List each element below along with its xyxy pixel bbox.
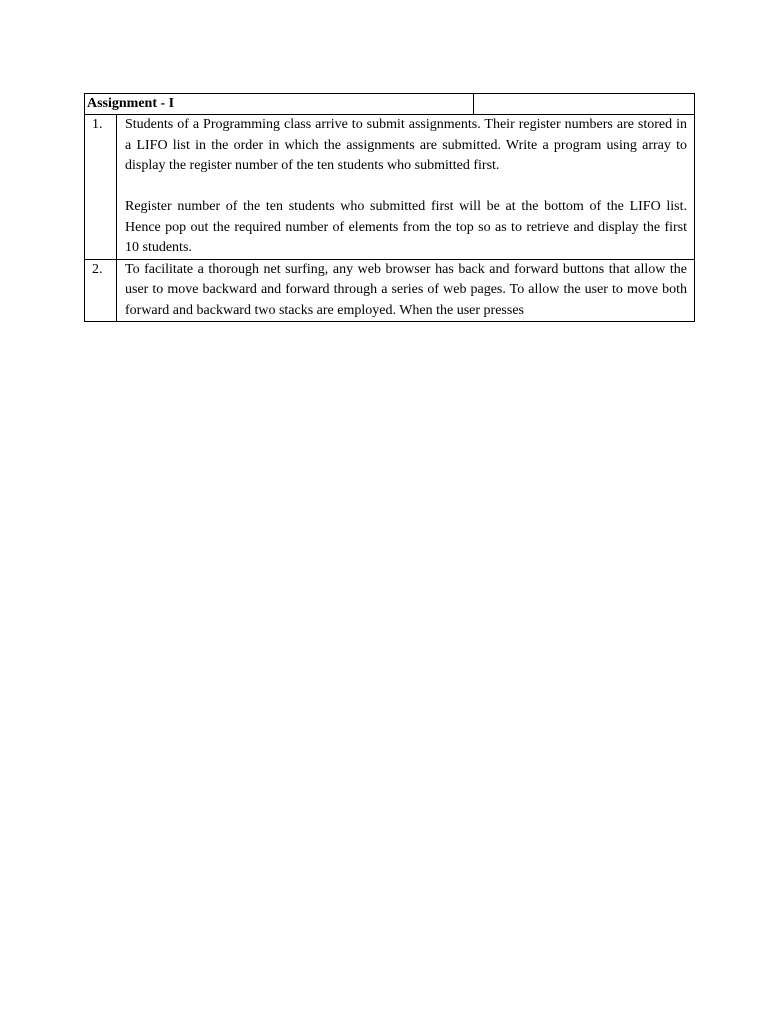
assignment-header-blank-cell xyxy=(474,94,695,115)
question-row xyxy=(85,115,695,260)
document-page xyxy=(84,93,694,322)
question-number: 1. xyxy=(85,115,117,260)
question-paragraph: Students of a Programming class arrive to submit assignments. Their register numbers are stored in a LIFO list in the order in which the assignments are submitted. Write a program using array to display the register number of the ten students who submitted first. xyxy=(125,117,687,173)
assignment-header-row xyxy=(85,94,695,115)
question-text xyxy=(117,115,695,260)
question-text xyxy=(117,259,695,322)
assignment-title: Assignment - I xyxy=(85,94,474,115)
question-paragraph: Register number of the ten students who submitted first will be at the bottom of the LIFO list. Hence pop out the required number of elements from the top so as to retrieve and display the first 10 students. xyxy=(125,199,687,255)
question-row xyxy=(85,259,695,322)
question-paragraph: To facilitate a thorough net surfing, any web browser has back and forward buttons that allow the user to move backward and forward through a series of web pages. To allow the user to move both forward and backward two stacks are employed. When the user presses xyxy=(125,261,687,318)
assignment-table xyxy=(84,93,695,322)
question-number: 2. xyxy=(85,259,117,322)
